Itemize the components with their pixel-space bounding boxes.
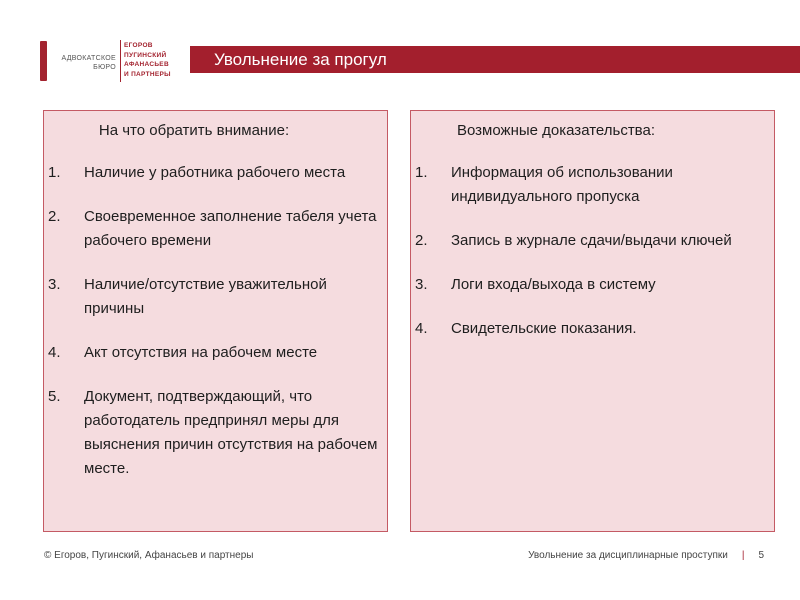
list-item xyxy=(48,161,378,185)
evidence-list xyxy=(415,161,765,361)
page-number: 5 xyxy=(758,550,764,561)
item-number: 1. xyxy=(415,164,428,181)
logo-right-line: ЕГОРОВ xyxy=(124,42,153,49)
item-text: Наличие/отсутствие уважительной причины xyxy=(84,276,327,317)
logo-left-text xyxy=(56,54,116,72)
attention-panel xyxy=(43,110,388,532)
item-text: Наличие у работника рабочего места xyxy=(84,164,346,181)
logo-mark xyxy=(40,41,47,81)
item-number: 5. xyxy=(48,388,61,405)
footer-section-title: Увольнение за дисциплинарные проступки xyxy=(528,550,728,561)
item-number: 3. xyxy=(415,276,428,293)
logo-left-line: АДВОКАТСКОЕ xyxy=(61,55,116,62)
attention-list xyxy=(48,161,378,501)
logo-right-line: ПУГИНСКИЙ xyxy=(124,51,167,59)
item-number: 2. xyxy=(48,208,61,225)
evidence-panel xyxy=(410,110,775,532)
item-number: 4. xyxy=(48,344,61,361)
list-item xyxy=(48,273,378,321)
list-item xyxy=(415,229,765,253)
item-number: 1. xyxy=(48,164,61,181)
item-text: Свидетельские показания. xyxy=(451,320,637,337)
item-text: Запись в журнале сдачи/выдачи ключей xyxy=(451,232,732,249)
logo-right-line: АФАНАСЬЕВ xyxy=(124,61,169,68)
list-item xyxy=(415,317,765,341)
footer-copyright: © Егоров, Пугинский, Афанасьев и партнеры xyxy=(44,550,254,561)
footer-separator: | xyxy=(741,550,745,561)
item-text: Информация об использовании индивидуального пропуска xyxy=(451,164,673,205)
item-number: 3. xyxy=(48,276,61,293)
panel-heading: Возможные доказательства: xyxy=(457,122,655,139)
item-text: Логи входа/выхода в систему xyxy=(451,276,656,293)
title-bar xyxy=(190,46,800,73)
item-number: 4. xyxy=(415,320,428,337)
item-text: Акт отсутствия на рабочем месте xyxy=(84,344,318,361)
list-item xyxy=(48,341,378,365)
list-item xyxy=(48,205,378,253)
footer-right xyxy=(528,550,764,562)
logo-left-line: БЮРО xyxy=(93,64,116,71)
logo-divider xyxy=(120,40,121,82)
item-text: Своевременное заполнение табеля учета рабочего времени xyxy=(84,208,377,249)
list-item xyxy=(48,385,378,481)
logo-right-text xyxy=(124,41,194,79)
list-item xyxy=(415,273,765,297)
list-item xyxy=(415,161,765,209)
item-text: Документ, подтверждающий, что работодатель предпринял меры для выяснения причин отсутствия на рабочем месте. xyxy=(84,388,378,477)
item-number: 2. xyxy=(415,232,428,249)
panel-heading: На что обратить внимание: xyxy=(98,122,290,139)
firm-logo xyxy=(40,40,180,82)
logo-right-line: И ПАРТНЕРЫ xyxy=(124,70,171,78)
slide-title: Увольнение за прогул xyxy=(214,50,387,69)
